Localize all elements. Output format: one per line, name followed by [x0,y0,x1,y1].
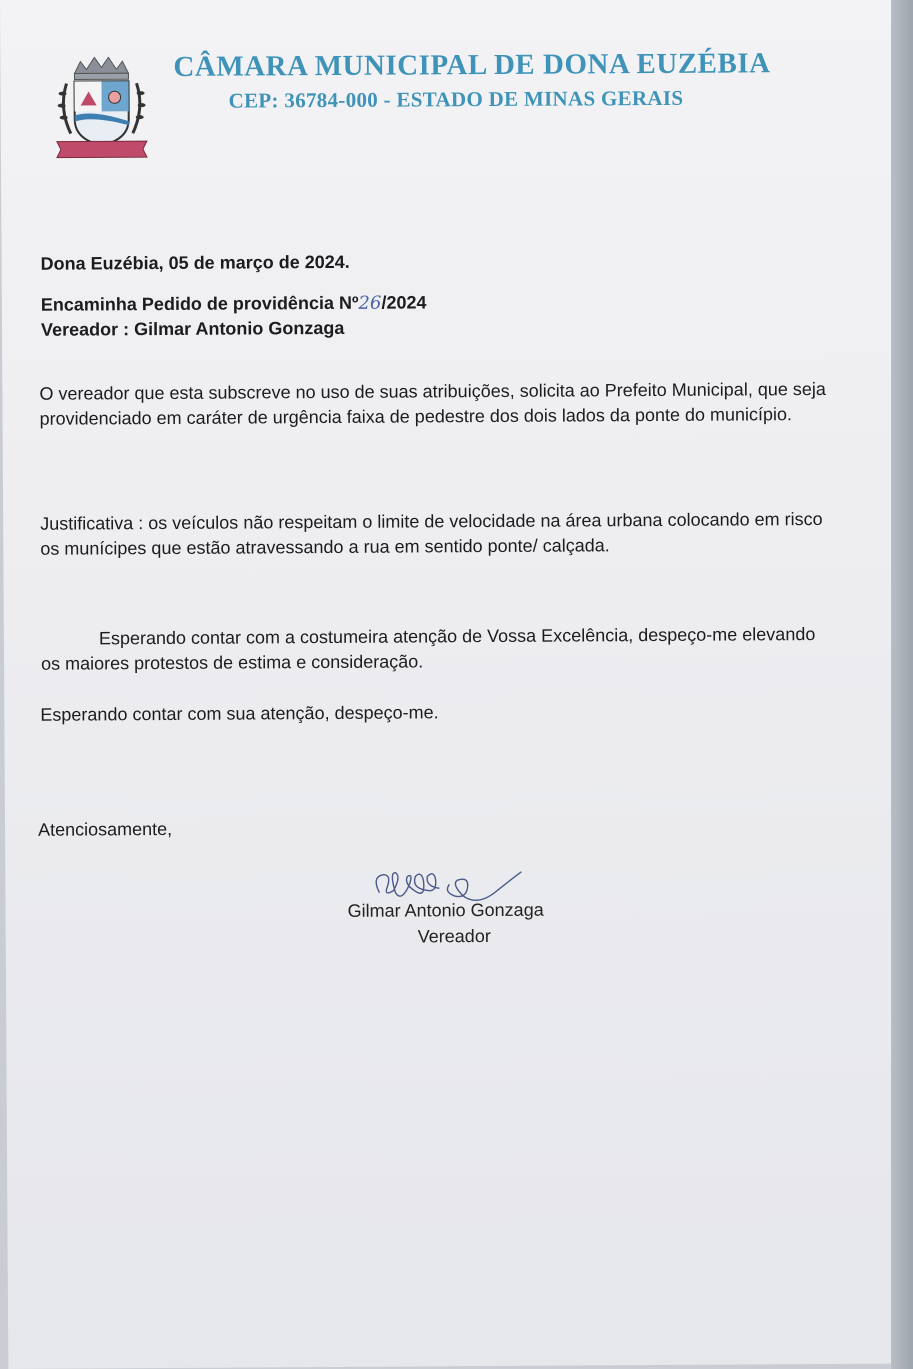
request-year: /2024 [381,292,427,313]
closing-paragraph: Esperando contar com a costumeira atenção de Vossa Excelência, despeço-me elevando os maiores protestos de estima e consideração. [40,624,816,674]
salutation: Atenciosamente, [38,818,173,840]
chamber-address-heading: CEP: 36784-000 - ESTADO DE MINAS GERAIS [228,85,684,113]
letter-date: Dona Euzébia, 05 de março de 2024. [40,251,350,274]
request-subject-prefix: Encaminha Pedido de providência Nº [40,292,359,315]
councilor-line: Vereador : Gilmar Antonio Gonzaga [40,317,345,340]
request-number-handwritten: 26 [358,292,382,314]
justification-paragraph: Justificativa : os veículos não respeitam o limite de velocidade na área urbana colocando em risco os munícipes que estão atravessando a rua em sentido ponte/ calçada. [40,508,823,559]
request-body-paragraph: O vereador que esta subscreve no uso de suas atribuições, solicita ao Prefeito Municipal, que seja providenciado em caráter de urgência faixa de pedestre dos dois lados da ponte do município. [39,378,826,429]
paper-edge-shadow [891,0,913,1369]
closing-short-line: Esperando contar com sua atenção, despeço-me. [40,702,439,725]
municipal-coat-of-arms [52,53,151,160]
request-subject-line [41,292,427,315]
signatory-role: Vereador [417,926,491,947]
chamber-name-heading: CÂMARA MUNICIPAL DE DONA EUZÉBIA [173,47,771,83]
signatory-name: Gilmar Antonio Gonzaga [347,899,544,921]
